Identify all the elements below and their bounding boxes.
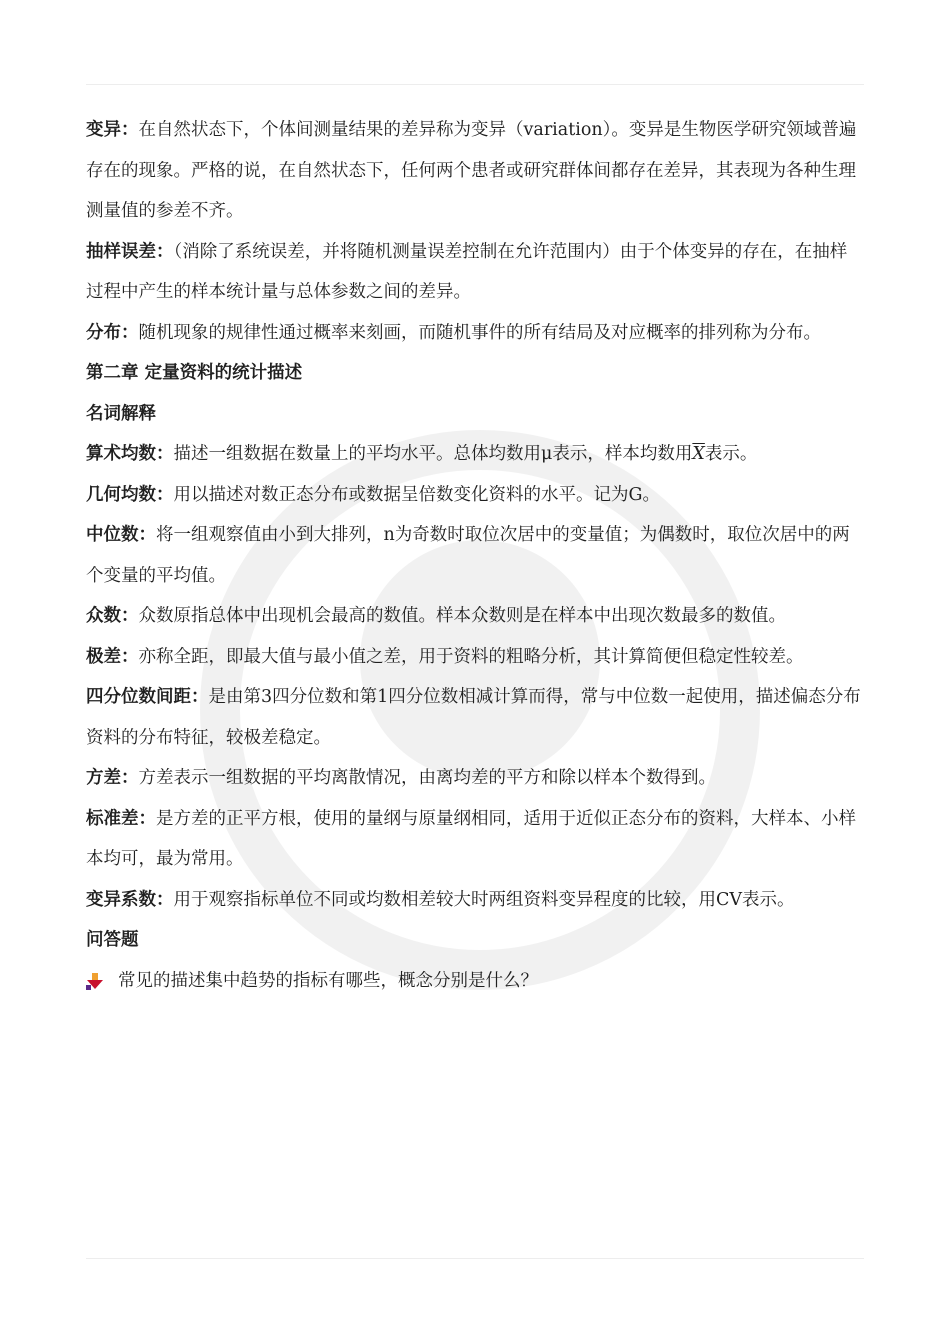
term-label: 方差： xyxy=(86,768,139,788)
definition-text: 是由第3四分位数和第1四分位数相减计算而得，常与中位数一起使用，描述偏态分布资料的分布特征，较极差稳定。 xyxy=(86,687,861,748)
term-label: 极差： xyxy=(86,646,139,667)
definition-standard-deviation xyxy=(86,799,862,880)
bullet-arrow-icon xyxy=(86,972,104,990)
section-heading-qa: 问答题 xyxy=(86,930,139,950)
definition-text: 众数原指总体中出现机会最高的数值。样本众数则是在样本中出现次数最多的数值。 xyxy=(138,606,786,626)
definition-text: 是方差的正平方根，使用的量纲与原量纲相同，适用于近似正态分布的资料，大样本、小样本均可，最为常用。 xyxy=(86,808,856,869)
definition-mode xyxy=(86,596,862,637)
definition-text: （消除了系统误差，并将随机测量误差控制在允许范围内）由于个体变异的存在，在抽样过程中产生的样本统计量与总体参数之间的差异。 xyxy=(86,241,848,302)
term-label: 四分位数间距： xyxy=(86,687,209,707)
definition-variation xyxy=(86,110,862,232)
sample-mean-symbol: $\overline{X}$ xyxy=(692,444,705,464)
term-label: 变异： xyxy=(86,120,139,140)
question-item xyxy=(86,961,862,1002)
term-label: 标准差： xyxy=(86,808,156,829)
term-label: 中位数： xyxy=(86,525,156,545)
definition-range xyxy=(86,637,862,678)
definition-sampling-error xyxy=(86,232,862,313)
definition-text: 用于观察指标单位不同或均数相差较大时两组资料变异程度的比较，用CV表示。 xyxy=(173,889,795,910)
term-label: 抽样误差： xyxy=(86,241,174,262)
definition-arithmetic-mean xyxy=(86,434,862,475)
term-label: 众数： xyxy=(86,606,139,626)
definition-coefficient-of-variation xyxy=(86,880,862,921)
definition-text: 随机现象的规律性通过概率来刻画，而随机事件的所有结局及对应概率的排列称为分布。 xyxy=(138,322,821,343)
term-label: 几何均数： xyxy=(86,484,174,505)
document-body xyxy=(86,110,862,1001)
definition-text: 将一组观察值由小到大排列，n为奇数时取位次居中的变量值；为偶数时，取位次居中的两个变量的平均值。 xyxy=(86,525,850,586)
definition-distribution xyxy=(86,313,862,354)
definition-geometric-mean xyxy=(86,475,862,516)
definition-iqr xyxy=(86,677,862,758)
definition-text: 亦称全距，即最大值与最小值之差，用于资料的粗略分析，其计算简便但稳定性较差。 xyxy=(138,646,804,667)
definition-median xyxy=(86,515,862,596)
definition-text: 在自然状态下，个体间测量结果的差异称为变异（variation）。变异是生物医学研究领域普遍存在的现象。严格的说，在自然状态下，任何两个患者或研究群体间都存在差异，其表现为各种生理测量值的参差不齐。 xyxy=(86,120,857,221)
definition-text: 用以描述对数正态分布或数据呈倍数变化资料的水平。记为G。 xyxy=(173,484,660,505)
chapter-title: 第二章 定量资料的统计描述 xyxy=(86,363,303,383)
definition-text-tail: 表示。 xyxy=(704,444,758,464)
definition-text: 描述一组数据在数量上的平均水平。总体均数用μ表示，样本均数用 xyxy=(173,444,693,464)
term-label: 变异系数： xyxy=(86,889,174,910)
footer-rule xyxy=(86,1258,864,1259)
question-text: 常见的描述集中趋势的指标有哪些，概念分别是什么？ xyxy=(118,970,538,991)
definition-text: 方差表示一组数据的平均离散情况，由离均差的平方和除以样本个数得到。 xyxy=(138,768,716,788)
definition-variance xyxy=(86,758,862,799)
header-rule xyxy=(86,84,864,85)
section-heading-terms: 名词解释 xyxy=(86,403,156,424)
term-label: 分布： xyxy=(86,322,139,343)
term-label: 算术均数： xyxy=(86,444,174,464)
